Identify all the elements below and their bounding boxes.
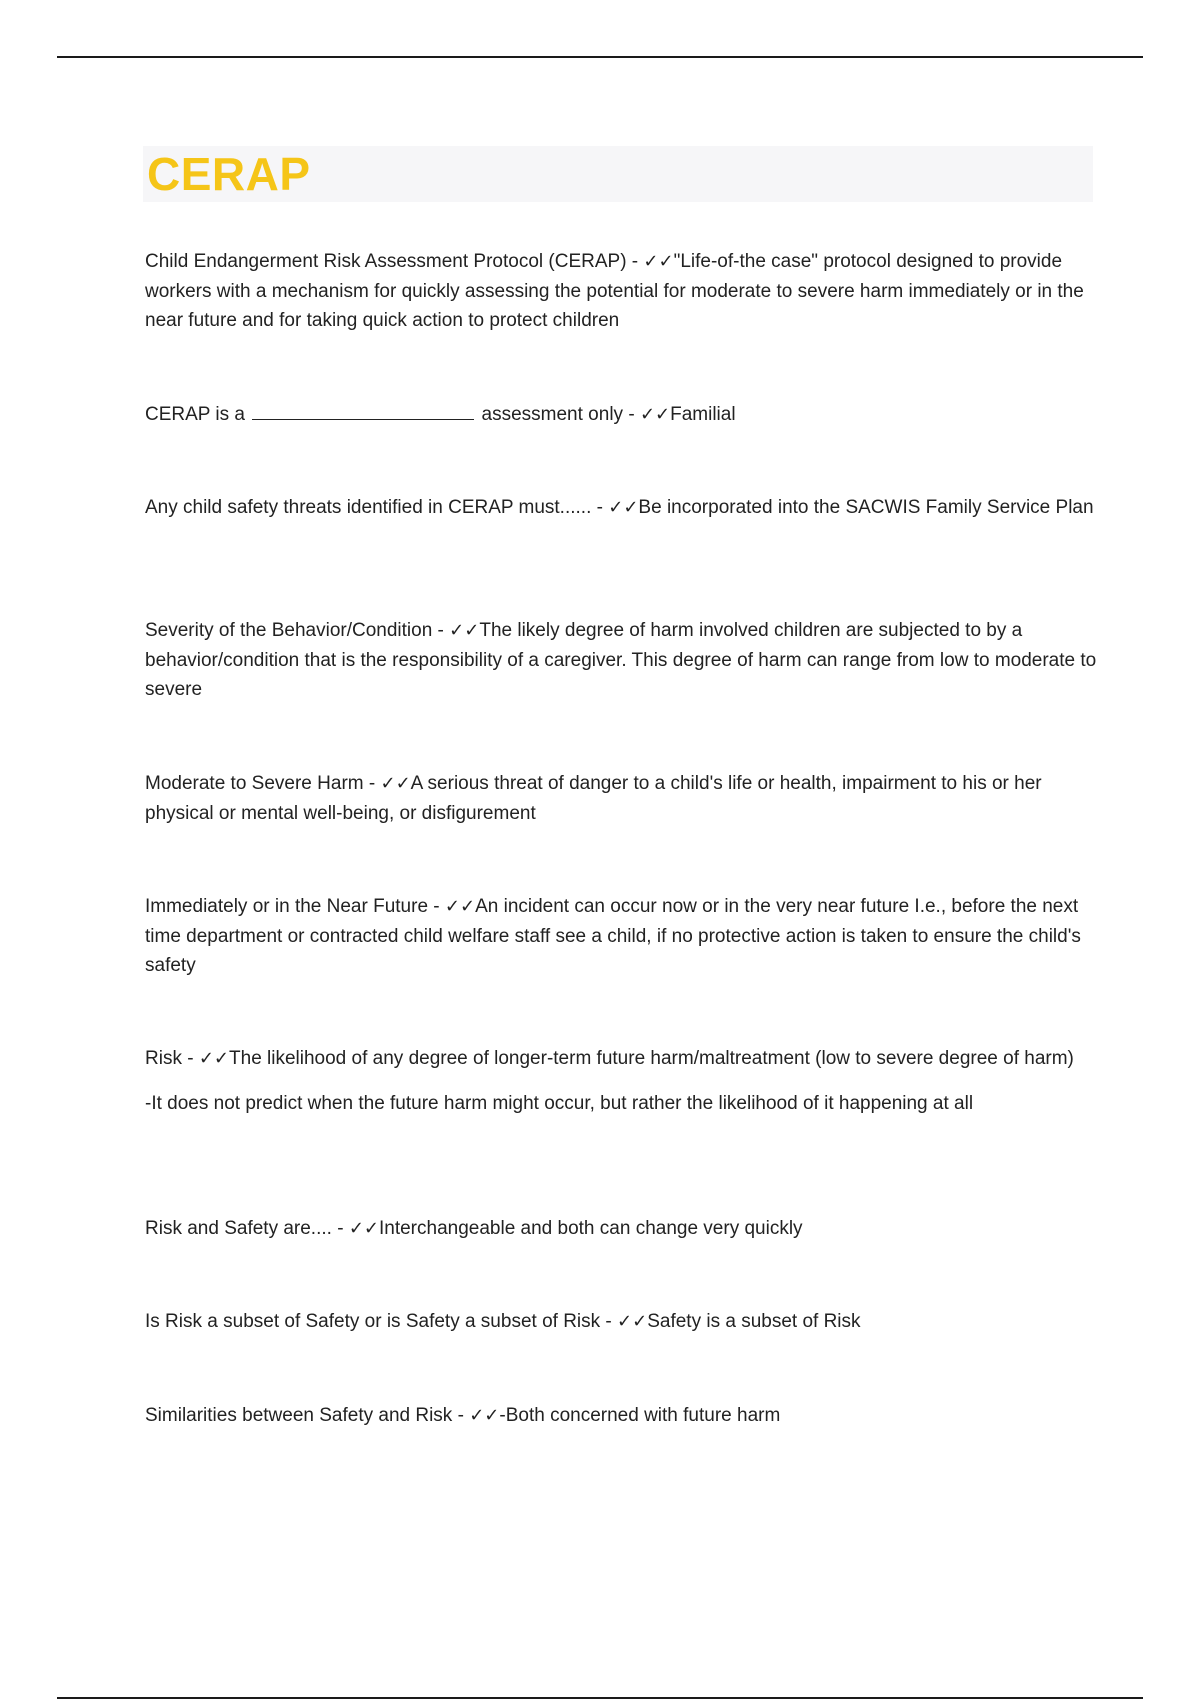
title-band — [143, 146, 1093, 202]
double-check-icon: ✓✓ — [639, 404, 671, 425]
qa-text: Child Endangerment Risk Assessment Protocol (CERAP) - ✓✓"Life-of-the case" protocol designed to provide workers with a mechanism for quickly assessing the potential for moderate to severe harm immediately or in the near future and for taking quick action to protect children — [145, 251, 1084, 331]
qa-text: Risk - ✓✓The likelihood of any degree of longer-term future harm/maltreatment (low to severe degree of harm) — [145, 1048, 1074, 1069]
qa-term: Severity of the Behavior/Condition — [145, 620, 433, 641]
qa-term: Risk — [145, 1048, 182, 1069]
qa-answer: Be incorporated into the SACWIS Family Service Plan — [638, 497, 1094, 518]
double-check-icon: ✓✓ — [608, 497, 639, 518]
qa-text: Is Risk a subset of Safety or is Safety a subset of Risk - ✓✓Safety is a subset of Risk — [145, 1311, 861, 1332]
qa-text: Immediately or in the Near Future - ✓✓An incident can occur now or in the very near future I.e., before the next time department or contracted child welfare staff see a child, if no protective action is taken to ensure the child's safety — [145, 896, 1081, 976]
qa-item-severity — [145, 616, 1100, 705]
qa-answer-extra: -It does not predict when the future harm might occur, but rather the likelihood of it happening at all — [145, 1092, 974, 1114]
qa-text: Moderate to Severe Harm - ✓✓A serious threat of danger to a child's life or health, impairment to his or her physical or mental well-being, or disfigurement — [145, 773, 1042, 824]
qa-item-near-future — [145, 892, 1100, 981]
qa-answer: The likelihood of any degree of longer-term future harm/maltreatment (low to severe degree of harm) — [229, 1048, 1074, 1069]
double-check-icon: ✓✓ — [444, 896, 476, 917]
qa-item-risk-and-safety — [145, 1214, 1100, 1244]
qa-text: Risk and Safety are.... - ✓✓Interchangeable and both can change very quickly — [145, 1218, 803, 1239]
qa-item-risk — [145, 1044, 1100, 1118]
qa-term: Is Risk a subset of Safety or is Safety a subset of Risk — [145, 1311, 601, 1332]
qa-answer: Interchangeable and both can change very quickly — [378, 1218, 803, 1239]
qa-term: Moderate to Severe Harm — [145, 773, 364, 794]
double-check-icon: ✓✓ — [617, 1311, 648, 1332]
fill-in-blank-line — [252, 401, 474, 420]
qa-item-moderate-severe-harm — [145, 769, 1100, 828]
qa-answer: Safety is a subset of Risk — [647, 1311, 861, 1332]
qa-term: Similarities between Safety and Risk — [145, 1405, 453, 1426]
qa-text: Any child safety threats identified in CERAP must...... - ✓✓Be incorporated into the SACWIS Family Service Plan — [145, 497, 1094, 518]
qa-answer: A serious threat of danger to a child's life or health, impairment to his or her physical or mental well-being, or disfigurement — [145, 773, 1042, 824]
qa-text: CERAP is a assessment only - ✓✓Familial — [145, 400, 1100, 430]
qa-term-end: assessment only — [481, 404, 624, 425]
qa-item-cerap-definition — [145, 247, 1100, 336]
qa-text: Similarities between Safety and Risk - ✓✓-Both concerned with future harm — [145, 1405, 781, 1426]
qa-item-similarities — [145, 1401, 1100, 1431]
qa-text: Severity of the Behavior/Condition - ✓✓The likely degree of harm involved children are subjected to by a behavior/condition that is the responsibility of a caregiver. This degree of harm can range from low to moderate to severe — [145, 620, 1097, 700]
qa-answer: The likely degree of harm involved children are subjected to by a behavior/condition that is the responsibility of a caregiver. This degree of harm can range from low to moderate to severe — [145, 620, 1097, 700]
footer-rule — [57, 1697, 1143, 1699]
double-check-icon: ✓✓ — [380, 773, 411, 794]
qa-item-subset — [145, 1307, 1100, 1337]
qa-item-cerap-assessment — [145, 400, 1100, 430]
qa-term: Child Endangerment Risk Assessment Protocol (CERAP) — [145, 251, 627, 272]
qa-answer: An incident can occur now or in the very near future I.e., before the next time department or contracted child welfare staff see a child, if no protective action is taken to ensure the child's safety — [145, 896, 1081, 976]
qa-term: Any child safety threats identified in CERAP must...... — [145, 497, 592, 518]
double-check-icon: ✓✓ — [643, 251, 674, 272]
qa-term: Risk and Safety are.... — [145, 1218, 332, 1239]
qa-answer: -Both concerned with future harm — [499, 1405, 781, 1426]
double-check-icon: ✓✓ — [469, 1405, 500, 1426]
page-title: CERAP — [147, 148, 311, 200]
qa-term-start: CERAP is a — [145, 404, 245, 425]
double-check-icon: ✓✓ — [198, 1048, 230, 1069]
qa-term: Immediately or in the Near Future — [145, 896, 429, 917]
qa-item-safety-threats — [145, 493, 1100, 523]
qa-answer: "Life-of-the case" protocol designed to provide workers with a mechanism for quickly assessing the potential for moderate to severe harm immediately or in the near future and for taking quick action to protect children — [145, 251, 1084, 331]
qa-answer: Familial — [670, 404, 736, 425]
double-check-icon: ✓✓ — [449, 620, 480, 641]
double-check-icon: ✓✓ — [348, 1218, 379, 1239]
header-rule — [57, 56, 1143, 58]
